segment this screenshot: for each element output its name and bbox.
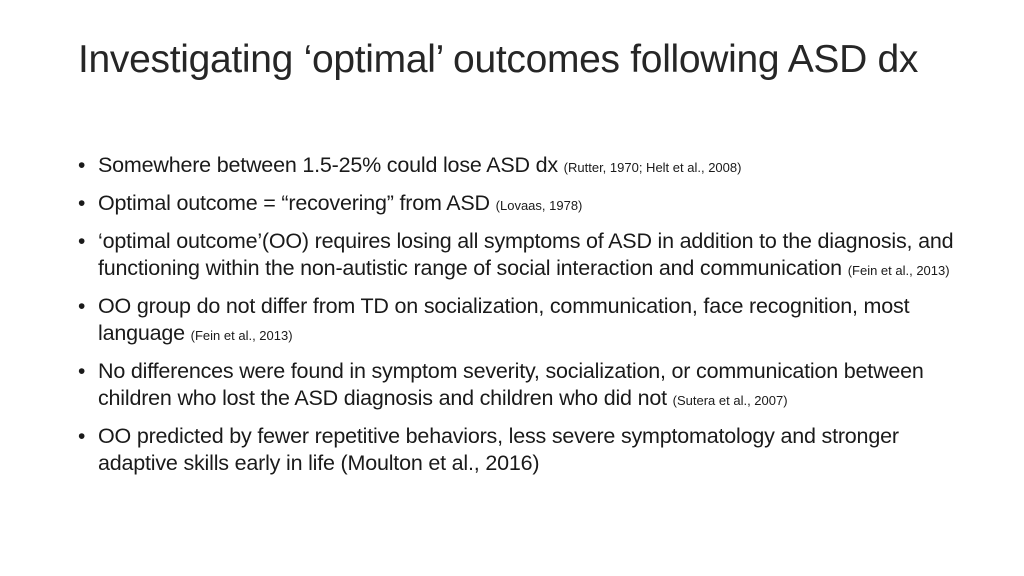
bullet-dot-icon: • — [78, 360, 86, 383]
bullet-citation: (Lovaas, 1978) — [495, 198, 583, 213]
bullet-dot-icon: • — [78, 154, 86, 177]
bullet-text: No differences were found in symptom severity, socialization, or communication between children who lost the ASD diagnosis and children who did not — [98, 359, 924, 410]
bullet-text: Optimal outcome = “recovering” from ASD — [98, 191, 496, 215]
slide-title: Investigating ‘optimal’ outcomes following ASD dx — [78, 38, 919, 81]
bullet-citation: (Sutera et al., 2007) — [672, 393, 788, 408]
bullet-citation: (Fein et al., 2013) — [847, 263, 950, 278]
bullet-item — [78, 152, 958, 181]
bullet-item — [78, 358, 958, 414]
bullet-text: OO predicted by fewer repetitive behaviors, less severe symptomatology and stronger adaptive skills early in life (Moulton et al., 2016) — [98, 424, 899, 475]
bullet-list — [78, 152, 958, 488]
bullet-text: OO group do not differ from TD on socialization, communication, face recognition, most language — [98, 294, 910, 345]
bullet-citation: (Fein et al., 2013) — [190, 328, 293, 343]
bullet-text: ‘optimal outcome’(OO) requires losing all symptoms of ASD in addition to the diagnosis, and functioning within the non-autistic range of social interaction and communication — [98, 229, 954, 280]
bullet-dot-icon: • — [78, 425, 86, 448]
bullet-item — [78, 293, 958, 349]
bullet-item — [78, 190, 958, 219]
bullet-dot-icon: • — [78, 295, 86, 318]
bullet-item — [78, 228, 958, 284]
bullet-dot-icon: • — [78, 230, 86, 253]
bullet-item — [78, 423, 958, 479]
bullet-dot-icon: • — [78, 192, 86, 215]
bullet-citation: (Rutter, 1970; Helt et al., 2008) — [563, 160, 742, 175]
bullet-text: Somewhere between 1.5-25% could lose ASD dx — [98, 153, 564, 177]
